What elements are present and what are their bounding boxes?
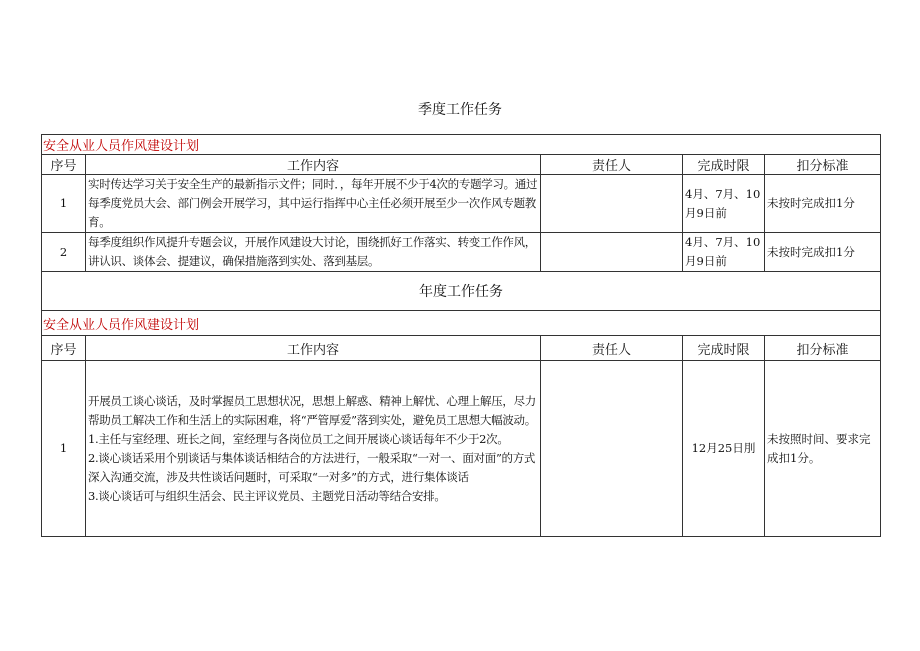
header-owner: 责任人 xyxy=(541,155,683,175)
table-row xyxy=(42,175,881,233)
content-line: 开展员工谈心谈话，及时掌握员工思想状况，思想上解惑、精神上解忧、心理上解压，尽力帮助员工解决工作和生活上的实际困难，将“严管厚爱”落到实处，避免员工思想大幅波动。 xyxy=(88,393,536,427)
header-content: 工作内容 xyxy=(86,336,541,361)
content-line: 3.谈心谈话可与组织生活会、民主评议党员、主题党日活动等结合安排。 xyxy=(88,488,446,503)
table-row xyxy=(42,233,881,272)
header-deadline: 完成时限 xyxy=(683,155,765,175)
row-owner xyxy=(541,175,683,233)
row-content xyxy=(86,361,541,537)
annual-title-row xyxy=(42,272,881,311)
task-table xyxy=(41,134,881,537)
header-penalty: 扣分标准 xyxy=(765,155,881,175)
table-row xyxy=(42,361,881,537)
row-owner xyxy=(541,361,683,537)
header-deadline: 完成时限 xyxy=(683,336,765,361)
row-owner xyxy=(541,233,683,272)
row-deadline: 12月25日刖 xyxy=(683,361,765,537)
annual-section-row xyxy=(42,311,881,336)
row-content: 每季度组织作风提升专题会议，开展作风建设大讨论，围绕抓好工作落实、转变工作作风，讲认识、谈体会、提建议，确保措施落到实处、落到基层。 xyxy=(86,233,541,272)
content-line: 1.主任与室经理、班长之间，室经理与各岗位员工之间开展谈心谈话每年不少于2次。 xyxy=(88,431,509,446)
annual-header-row xyxy=(42,336,881,361)
header-no: 序号 xyxy=(42,336,86,361)
row-no: 1 xyxy=(42,361,86,537)
annual-section-title: 安全从业人员作风建设计划 xyxy=(42,311,881,336)
annual-title: 年度工作任务 xyxy=(42,272,881,311)
row-content: 实时传达学习关于安全生产的最新指示文件；同时．，每年开展不少于4次的专题学习。通过每季度党员大会、部门例会开展学习，其中运行指挥中心主任必须开展至少一次作风专题教育。 xyxy=(86,175,541,233)
row-penalty: 未按时完成扣1分 xyxy=(765,175,881,233)
row-penalty: 未按照时间、要求完成扣1分。 xyxy=(765,361,881,537)
row-no: 1 xyxy=(42,175,86,233)
row-no: 2 xyxy=(42,233,86,272)
quarterly-section-row xyxy=(42,135,881,155)
header-content: 工作内容 xyxy=(86,155,541,175)
header-no: 序号 xyxy=(42,155,86,175)
content-line: 2.谈心谈话采用个别谈话与集体谈话相结合的方法进行，一般采取“一对一、面对面”的方式深入沟通交流，涉及共性谈话问题时，可采取“一对多”的方式，进行集体谈话 xyxy=(88,450,536,484)
row-deadline: 4月、7月、10月9日前 xyxy=(683,175,765,233)
quarterly-header-row xyxy=(42,155,881,175)
row-deadline: 4月、7月、10月9日前 xyxy=(683,233,765,272)
row-penalty: 未按时完成扣1分 xyxy=(765,233,881,272)
quarterly-section-title: 安全从业人员作风建设计划 xyxy=(42,135,881,155)
header-owner: 责任人 xyxy=(541,336,683,361)
header-penalty: 扣分标准 xyxy=(765,336,881,361)
quarterly-title: 季度工作任务 xyxy=(418,102,502,118)
